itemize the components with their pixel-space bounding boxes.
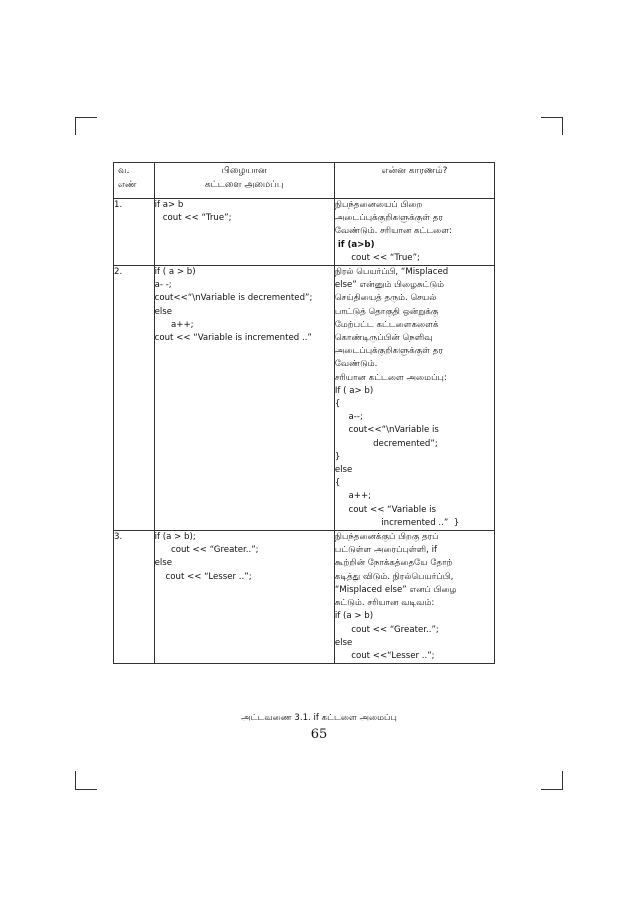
row-code <box>154 531 334 664</box>
code-line: else <box>154 306 173 317</box>
header-wrong-syntax <box>154 163 334 199</box>
reason-line: cout << “True”; <box>334 252 420 263</box>
reason-line: cout <<“Lesser ..”; <box>334 650 435 661</box>
row-number: 1. <box>114 199 155 266</box>
code-line: else <box>154 558 173 569</box>
reason-line: a++; <box>334 491 372 502</box>
code-line: if a> b <box>154 200 184 210</box>
header-wrong-line2: கட்டளை அமைப்பு <box>204 180 284 190</box>
crop-mark-bottom-left-v <box>75 771 76 789</box>
crop-mark-top-right-h <box>541 117 563 118</box>
reason-line: கூற்றின் நோக்கத்தையே தோற் <box>334 558 453 569</box>
reason-line: cout << “Variable is <box>334 504 436 515</box>
reason-line: கடித்து விடும். நிரல்பெயர்ப்பி, <box>334 571 454 582</box>
header-serial-line2: எண் <box>118 180 137 190</box>
crop-mark-top-right-v <box>562 117 563 135</box>
reason-line: அடைப்புக்குறிகளுக்குள் தர <box>334 346 443 357</box>
reason-line: பாட்டுத் தொகுதி ஒன்றுக்கு <box>334 306 439 317</box>
reason-line: } <box>334 451 341 462</box>
code-line: a++; <box>154 319 194 330</box>
table-row <box>114 199 495 266</box>
reason-line: else <box>334 637 353 648</box>
reason-line: if (a>b) <box>334 239 375 250</box>
reason-line: else” என்னும் பிழைசுட்டும் <box>334 280 445 291</box>
reason-line: if (a > b) <box>334 611 374 622</box>
code-line: cout<<“\nVariable is decremented”; <box>154 293 313 304</box>
row-reason <box>334 266 494 531</box>
reason-line: { <box>334 399 341 410</box>
page-number: 65 <box>310 727 328 742</box>
reason-line: cout<<“\nVariable is <box>334 425 439 436</box>
code-line: a- -; <box>154 280 172 291</box>
reason-line: அடைப்புக்குறிகளுக்குள் தர <box>334 213 443 224</box>
row-reason <box>334 199 494 266</box>
reason-line: a--; <box>334 412 363 423</box>
reason-line: வேண்டும். <box>334 359 378 370</box>
crop-mark-bottom-right-h <box>541 789 563 790</box>
reason-line: decremented”; <box>334 438 438 449</box>
if-errors-table <box>113 162 495 664</box>
code-line: if (a > b); <box>154 532 196 543</box>
row-code <box>154 266 334 531</box>
reason-line: நிரல் பெயர்ப்பி, “Misplaced <box>334 267 449 278</box>
code-line: cout << “Variable is incremented ..” <box>154 333 312 344</box>
header-wrong-line1: பிழையான <box>221 166 267 176</box>
crop-mark-top-left-v <box>75 117 76 135</box>
reason-line: பட்டுள்ள அரைப்புள்ளி, if <box>334 545 438 556</box>
table-caption: அட்டவணை 3.1. if கட்டளை அமைப்பு <box>241 713 397 723</box>
header-reason <box>334 163 494 199</box>
header-serial-line1: வ. <box>118 166 130 176</box>
table-row <box>114 266 495 531</box>
code-line: if ( a > b) <box>154 267 196 278</box>
reason-line: வேண்டும். சரியான கட்டளை: <box>334 226 452 237</box>
reason-line: incremented ..” } <box>334 517 460 528</box>
row-number: 2. <box>114 266 155 531</box>
code-line: cout << “True”; <box>154 213 232 224</box>
reason-line: { <box>334 478 341 489</box>
crop-mark-bottom-left-h <box>75 789 97 790</box>
row-number: 3. <box>114 531 155 664</box>
row-reason <box>334 531 494 664</box>
crop-mark-top-left-h <box>75 117 97 118</box>
table-header-row <box>114 163 495 199</box>
reason-line: கொண்டிருப்பின் நெளிவு <box>334 333 433 344</box>
reason-line: சுட்டும். சரியான வடிவம்: <box>334 598 435 609</box>
reason-line: cout << “Greater..”; <box>334 624 439 635</box>
header-reason-text: என்ன காரணம்? <box>381 166 448 176</box>
table-row <box>114 531 495 664</box>
reason-line: மேற்பட்ட கட்டளைகளைக் <box>334 319 439 330</box>
reason-line: சரியான கட்டளை அமைப்பு: <box>334 372 447 383</box>
code-line: cout << “Greater..”; <box>154 545 259 556</box>
reason-line: else <box>334 465 353 476</box>
reason-line: செய்தியைத் தரும். செயல் <box>334 293 437 304</box>
crop-mark-bottom-right-v <box>562 771 563 789</box>
reason-line: If ( a> b) <box>334 385 374 396</box>
header-serial <box>114 163 155 199</box>
row-code <box>154 199 334 266</box>
reason-line: நிபந்தனையைப் பிறை <box>334 200 423 210</box>
reason-line: நிபந்தனைக்குப் பிறகு தரப் <box>334 532 439 543</box>
code-line: cout << “Lesser ..”; <box>154 571 252 582</box>
reason-line: “Misplaced else” எனப் பிழை <box>334 584 457 595</box>
